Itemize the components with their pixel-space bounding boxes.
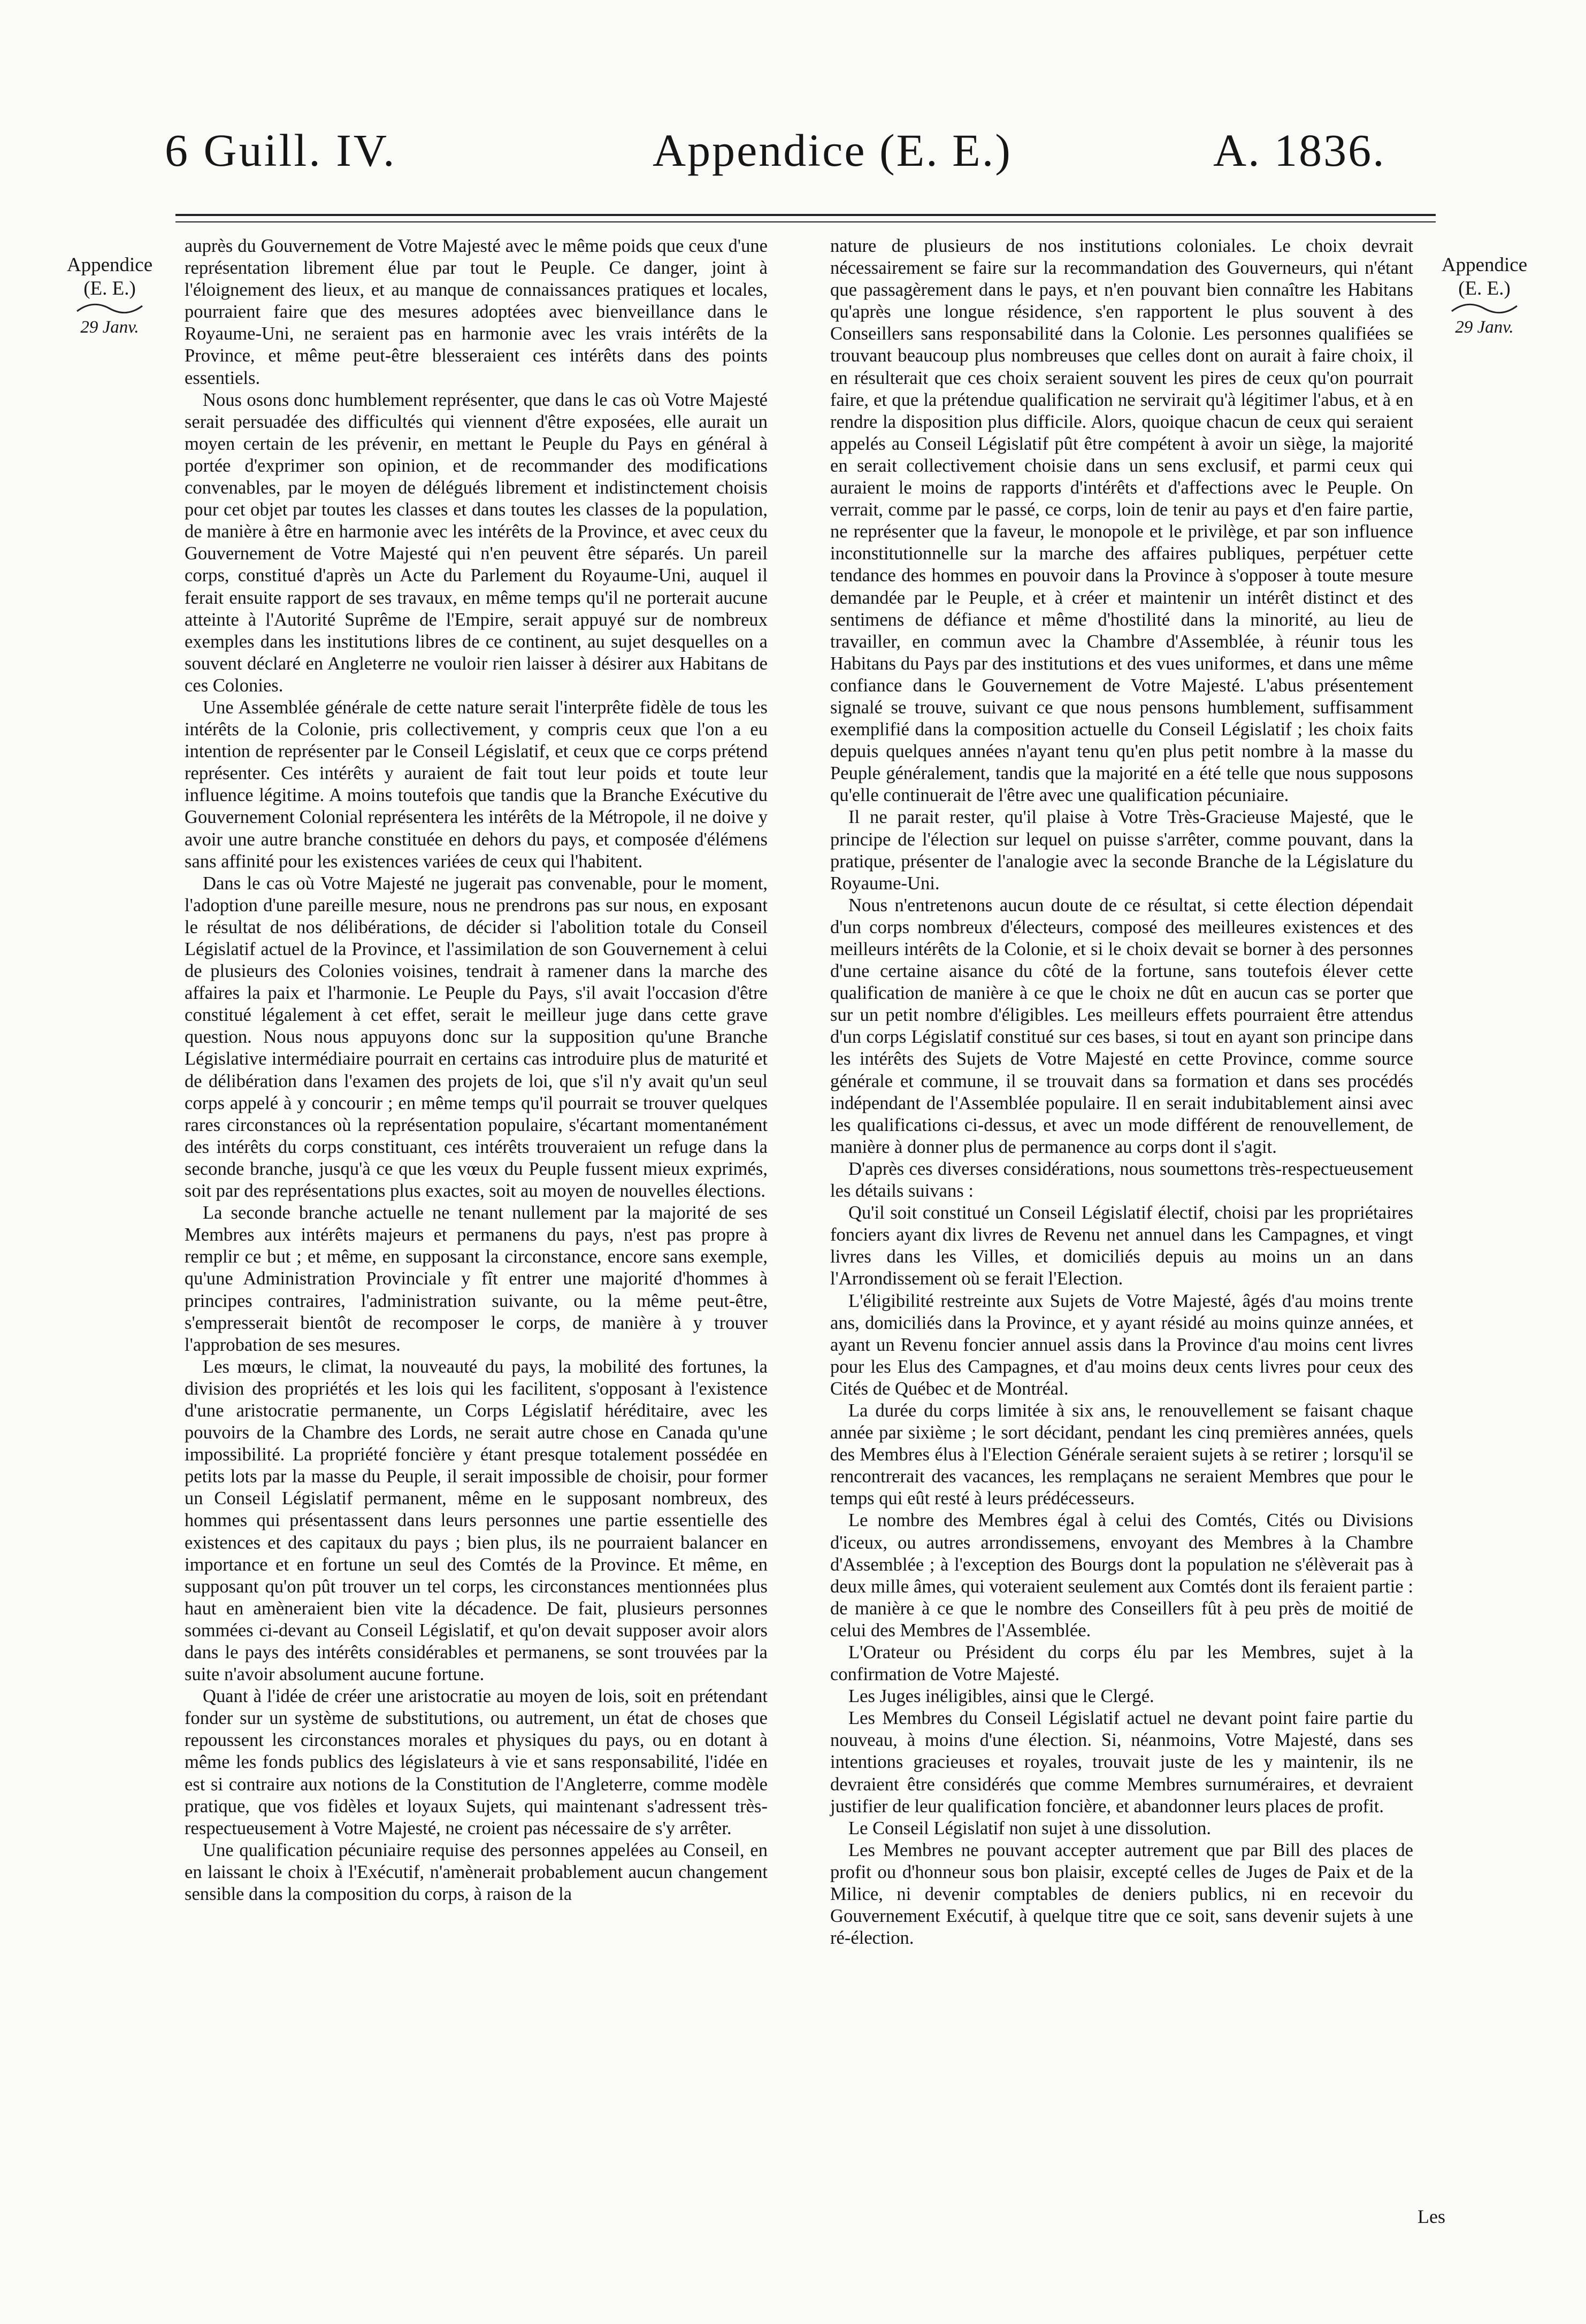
margin-code: (E. E.) [83, 278, 136, 299]
swash-ornament-icon [64, 302, 155, 315]
paragraph: La durée du corps limitée à six ans, le renouvellement se faisant chaque année par sixième ; le sort décidant, pendant les cinq premières années, quels des Membres élus à l'Election Générale seraient sujets à se retirer ; lorsqu'il se rencontrerait des vacances, les remplaçans ne seraient Membres que pour le temps qui eût resté à leurs prédécesseurs. [830, 1400, 1413, 1509]
paragraph: Nous n'entretenons aucun doute de ce résultat, si cette élection dépendait d'un corps nombreux d'électeurs, composé des meilleures existences et des meilleurs intérêts de la Colonie, et si le choix devait se borner à des personnes d'une certaine aisance du côté de la fortune, sans toutefois élever cette qualification de manière à ce que le choix ne dût en aucun cas se porter que sur un petit nombre d'éligibles. Les meilleurs effets pourraient être attendus d'un corps Législatif constitué sur ces bases, si tout en ayant son principe dans les intérêts des Sujets de Votre Majesté en cette Province, comme source générale et commune, il se trouvait dans sa formation et dans ses procédés indépendant de l'Assemblée populaire. Il en serait indubitablement ainsi avec les qualifications ci-dessus, et avec un mode différent de renouvellement, de manière à donner plus de permanence au corps dont il s'agit. [830, 895, 1413, 1157]
paragraph: D'après ces diverses considérations, nous soumettons très-respectueusement les détails suivans : [830, 1158, 1413, 1202]
paragraph: Qu'il soit constitué un Conseil Législatif électif, choisi par les propriétaires fonciers ayant dix livres de Revenu net annuel dans les Campagnes, et vingt livres dans les Villes, et domiciliés depuis au moins un an dans l'Arrondissement où se ferait l'Election. [830, 1203, 1413, 1289]
paragraph: Dans le cas où Votre Majesté ne jugerait pas convenable, pour le moment, l'adoption d'une pareille mesure, nous ne prendrons pas sur nous, en exposant le résultat de nos délibérations, de décider si l'abolition totale du Conseil Législatif actuel de la Province, et l'assimilation de son Gouvernement à celui de plusieurs des Colonies voisines, tendrait à ramener dans la marche des affaires la paix et l'harmonie. Le Peuple du Pays, s'il avait l'occasion d'être constitué légalement à cet effet, serait le meilleur juge dans cette grave question. Nous nous appuyons donc sur la supposition qu'une Branche Législative intermédiaire pourrait en certains cas introduire plus de maturité et de délibération dans l'examen des projets de loi, que s'il n'y avait qu'un seul corps appelé à y concourir ; en même temps qu'il pourrait se trouver quelques rares circonstances où la représentation populaire, s'écartant momentanément des intérêts du corps constituant, ces intérêts trouveraient un refuge dans la seconde branche, jusqu'à ce que les vœux du Peuple fussent mieux exprimés, soit par des représentations plus exactes, soit au moyen de nouvelles élections. [185, 873, 768, 1202]
swash-ornament-icon [1439, 302, 1530, 315]
header-rule-thin [175, 221, 1436, 222]
margin-note-left [64, 253, 155, 338]
right-column [830, 235, 1413, 1949]
left-column [185, 235, 768, 1905]
paragraph: Une Assemblée générale de cette nature serait l'interprête fidèle de tous les intérêts de la Colonie, pris collectivement, y compris ceux que l'on a eu intention de représenter par le Conseil Législatif, et ceux que ce corps prétend représenter. Ces intérêts y auraient de fait tout leur poids et toute leur influence légitime. A moins toutefois que tandis que la Branche Exécutive du Gouvernement Colonial représentera les intérêts de la Métropole, il ne doive y avoir une autre branche constituée en dehors du pays, et composée d'élémens sans affinité pour les existences variées de ceux qui l'habitent. [185, 697, 768, 872]
paragraph: Il ne parait rester, qu'il plaise à Votre Très-Gracieuse Majesté, que le principe de l'élection sur lequel on puisse s'arrêter, comme pouvant, dans la pratique, présenter de l'analogie avec la seconde Branche de la Législature du Royaume-Uni. [830, 807, 1413, 894]
margin-date: 29 Janv. [80, 318, 139, 337]
paragraph: Nous osons donc humblement représenter, que dans le cas où Votre Majesté serait persuadée des difficultés qui viennent d'être exposées, elle aurait un moyen certain de les prévenir, en mettant le Peuple du Pays en général à portée d'exprimer son opinion, et de recommander des modifications convenables, par le moyen de délégués librement et indistinctement choisis pour cet objet par toutes les classes et dans toutes les classes de la population, de manière à être en harmonie avec les intérêts de la Province, et avec ceux du Gouvernement de Votre Majesté qui n'en peuvent être séparés. Un pareil corps, constitué d'après un Acte du Parlement du Royaume-Uni, auquel il ferait ensuite rapport de ses travaux, en même temps qu'il ne porterait aucune atteinte à l'Autorité Suprême de l'Empire, serait appuyé sur de nombreux exemples dans les institutions libres de ce continent, au sujet desquelles on a souvent déclaré en Angleterre ne vouloir rien laisser à désirer aux Habitans de ces Colonies. [185, 389, 768, 696]
margin-note-right [1439, 253, 1530, 338]
paragraph: Les Membres ne pouvant accepter autrement que par Bill des places de profit ou d'honneur sous bon plaisir, excepté celles de Juges de Paix et de la Milice, ni devenir comptables de deniers publics, ni en recevoir du Gouvernement Exécutif, à quelque titre que ce soit, sans devenir sujets à une ré-élection. [830, 1840, 1413, 1949]
paragraph: Les Juges inéligibles, ainsi que le Clergé. [848, 1686, 1154, 1707]
margin-title: Appendice [66, 254, 153, 276]
margin-code: (E. E.) [1458, 278, 1511, 299]
margin-title: Appendice [1441, 254, 1528, 276]
paragraph: Une qualification pécuniaire requise des personnes appelées au Conseil, en en laissant le choix à l'Exécutif, n'amènerait probablement aucun changement sensible dans la composition du corps, à raison de la [185, 1840, 768, 1905]
paragraph: L'éligibilité restreinte aux Sujets de Votre Majesté, âgés d'au moins trente ans, domiciliés dans la Province, et y ayant résidé au moins quinze années, et ayant un Revenu foncier annuel assis dans la Province d'au moins cent livres pour les Elus des Campagnes, et d'au moins deux cents livres pour ceux des Cités de Québec et de Montréal. [830, 1290, 1413, 1399]
margin-date: 29 Janv. [1455, 318, 1514, 337]
paragraph: Le Conseil Législatif non sujet à une dissolution. [848, 1818, 1212, 1838]
paragraph: Les mœurs, le climat, la nouveauté du pays, la mobilité des fortunes, la division des propriétés et les lois qui les facilitent, s'opposant à l'existence d'une aristocratie permanente, un Corps Législatif héréditaire, avec les pouvoirs de la Chambre des Lords, ne serait autre chose en Canada qu'une impossibilité. La propriété foncière y étant presque totalement possédée en petits lots par la masse du Peuple, il serait impossible de choisir, pour former un Conseil Législatif permanent, même en le supposant nombreux, des hommes qui présentassent dans leurs personnes une partie essentielle des existences et des capitaux du pays ; bien plus, ils ne pourraient balancer en importance et en fortune un seul des Comtés de la Province. Et même, en supposant qu'on pût trouver un tel corps, les circonstances mentionnées plus haut en amèneraient bien vite la décadence. De fait, plusieurs personnes sommées ci-devant au Conseil Législatif, et qu'on devait supposer avoir alors dans le pays des intérêts considérables et permanens, se sont trouvées par la suite n'avoir absolument aucune fortune. [185, 1356, 768, 1685]
header-year: A. 1836. [1213, 125, 1386, 176]
paragraph: La seconde branche actuelle ne tenant nullement par la majorité de ses Membres aux intérêts majeurs et permanens du pays, n'est pas propre à remplir ce but ; et même, en supposant la circonstance, encore sans exemple, qu'une Administration Provinciale y fît entrer une majorité d'hommes à principes contraires, l'administration suivante, ou la même peut-être, s'empresserait bientôt de recomposer le corps, de manière à y trouver l'approbation de ses mesures. [185, 1203, 768, 1355]
paragraph: Quant à l'idée de créer une aristocratie au moyen de lois, soit en prétendant fonder sur un système de substitutions, ou autrement, un état de choses que repoussent les circonstances morales et physiques du pays, ou en dotant à même les fonds publics des législateurs à vie et sans responsabilité, l'idée en est si contraire aux notions de la Constitution de l'Angleterre, comme modèle pratique, que vos fidèles et loyaux Sujets, qui maintenant s'adressent très-respectueusement à Votre Majesté, ne croient pas nécessaire de s'y arrêter. [185, 1686, 768, 1838]
paragraph: auprès du Gouvernement de Votre Majesté avec le même poids que ceux d'une représentation librement élue par tout le Peuple. Ce danger, joint à l'éloignement des lieux, et au manque de connaissances pratiques et locales, pourraient faire que des mesures adoptées avec bienveillance dans le Royaume-Uni, ne seraient pas en harmonie avec les vrais intérêts de la Province, et même peut-être blesseraient ces intérêts dans des points essentiels. [185, 236, 768, 388]
paragraph: nature de plusieurs de nos institutions coloniales. Le choix devrait nécessairement se faire sur la recommandation des Gouverneurs, qui n'étant que passagèrement dans le pays, et n'en pouvant bien connaître les Habitans qu'après une longue résidence, s'en rapportent le plus souvent à des Conseillers sans responsabilité dans la Colonie. Les personnes qualifiées se trouvant beaucoup plus nombreuses que celles dont on aurait à faire choix, il en résulterait que ces choix seraient souvent les pires de ceux qu'on pourrait faire, et que la prétendue qualification ne servirait qu'à légitimer l'abus, et à en rendre la disposition plus difficile. Alors, quoique chacun de ceux qui seraient appelés au Conseil Législatif pût être compétent à avoir un siège, la majorité en serait collectivement choisie dans un sens exclusif, et parmi ceux qui auraient le moins de rapports d'intérêts et d'affections avec le Peuple. On verrait, comme par le passé, ce corps, loin de tenir au pays et d'en faire partie, ne représenter que la faveur, le monopole et le privilège, et par son influence inconstitutionnelle sur la marche des affaires publiques, perpétuer cette tendance des hommes en pouvoir dans la Province à s'opposer à toute mesure demandée par le Peuple, et à créer et maintenir un intérêt distinct et des sentimens de défiance et même d'hostilité dans la minorité, au lieu de travailler, en commun avec la Chambre d'Assemblée, à réunir tous les Habitans du Pays par des institutions et des vues uniformes, et dans une même confiance dans le Gouvernement de Votre Majesté. L'abus présentement signalé se trouve, suivant ce que nous pensons humblement, suffisamment exemplifié dans la composition actuelle du Conseil Législatif ; les choix faits depuis quelques années n'ayant tenu qu'en plus petit nombre à la masse du Peuple généralement, tandis que la majorité en a été telle que nous supposons qu'elle continuerait de l'être avec une qualification pécuniaire. [830, 236, 1413, 806]
paragraph: Les Membres du Conseil Législatif actuel ne devant point faire partie du nouveau, à moins d'une élection. Si, néanmoins, Votre Majesté, dans ses intentions gracieuses et royales, trouvait juste de les y maintenir, ils ne devraient être considérés que comme Membres surnuméraires, et devraient justifier de leur qualification foncière, et abandonner leurs places de profit. [830, 1708, 1413, 1817]
header-session: 6 Guill. IV. [165, 125, 397, 176]
paragraph: L'Orateur ou Président du corps élu par les Membres, sujet à la confirmation de Votre Majesté. [830, 1642, 1413, 1685]
header-rule [175, 214, 1436, 216]
catchword: Les [1418, 2206, 1445, 2227]
header-title: Appendice (E. E.) [653, 125, 1012, 176]
paragraph: Le nombre des Membres égal à celui des Comtés, Cités ou Divisions d'iceux, ou autres arrondissemens, envoyant des Membres à la Chambre d'Assemblée ; à l'exception des Bourgs dont la population ne s'élèverait pas à deux mille âmes, qui voteraient seulement aux Comtés dont ils feraient partie : de manière à ce que le nombre des Conseillers fût à peu près de moitié de celui des Membres de l'Assemblée. [830, 1510, 1413, 1641]
